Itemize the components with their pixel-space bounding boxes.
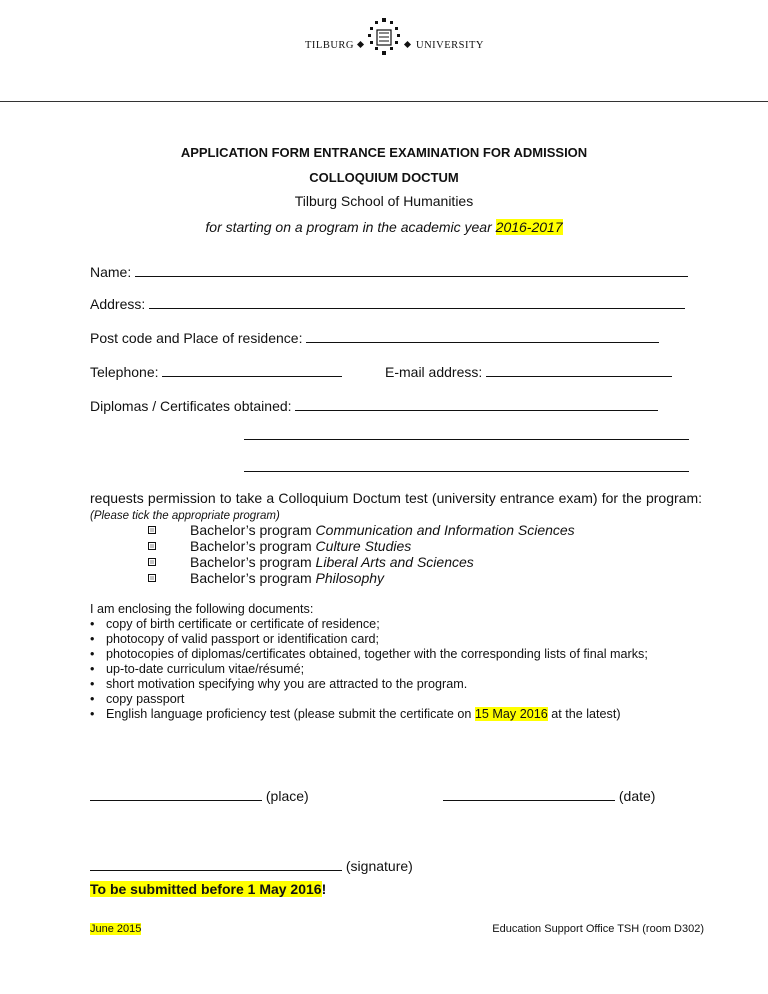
name-label: Name:: [90, 264, 132, 280]
checkbox-icon[interactable]: [148, 574, 156, 582]
program-prefix: Bachelor’s program: [190, 554, 312, 570]
academic-year-line: [0, 219, 768, 235]
bullet-icon: •: [90, 692, 95, 706]
bullet-icon: •: [90, 662, 95, 676]
document-item: • up-to-date curriculum vitae/résumé;: [90, 662, 305, 676]
academic-year: 2016-2017: [495, 219, 563, 235]
diplomas-field-row: [90, 396, 658, 414]
form-subtitle: COLLOQUIUM DOCTUM: [309, 170, 459, 185]
date-label: (date): [618, 788, 656, 804]
address-field-row: [90, 294, 685, 312]
checkbox-icon[interactable]: [148, 542, 156, 550]
bullet-icon: •: [90, 617, 95, 631]
program-prefix: Bachelor’s program: [190, 570, 312, 586]
bullet-icon: •: [90, 677, 95, 691]
postcode-field-row: [90, 328, 659, 346]
bullet-icon: •: [90, 707, 95, 721]
program-item[interactable]: [148, 522, 575, 538]
form-title: APPLICATION FORM ENTRANCE EXAMINATION FOR ADMISSION: [180, 145, 588, 160]
program-name: Liberal Arts and Sciences: [315, 554, 474, 570]
document-item: • short motivation specifying why you are attracted to the program.: [90, 677, 468, 691]
document-item: • photocopy of valid passport or identification card;: [90, 632, 380, 646]
bullet-icon: •: [90, 632, 95, 646]
program-item[interactable]: [148, 538, 575, 554]
postcode-label: Post code and Place of residence:: [90, 330, 303, 346]
checkbox-icon[interactable]: [148, 558, 156, 566]
address-label: Address:: [90, 296, 146, 312]
footer-date: June 2015: [90, 923, 142, 935]
program-name: Communication and Information Sciences: [315, 522, 575, 538]
request-paragraph: [90, 490, 702, 524]
bullet-icon: •: [90, 647, 95, 661]
signature-label: (signature): [345, 858, 413, 874]
date-field-row: [443, 786, 655, 804]
address-input-line[interactable]: [149, 294, 685, 309]
diplomas-extra-line-1[interactable]: [244, 439, 689, 440]
telephone-input-line[interactable]: [162, 362, 342, 377]
diplomas-extra-line-2[interactable]: [244, 471, 689, 472]
program-item[interactable]: [148, 554, 575, 570]
document-item: • copy of birth certificate or certificate of residence;: [90, 617, 380, 631]
documents-intro: I am enclosing the following documents:: [90, 602, 314, 616]
program-name: Culture Studies: [315, 538, 412, 554]
program-item[interactable]: [148, 570, 575, 586]
signature-field-row: [90, 856, 413, 874]
documents-section: [90, 602, 704, 722]
document-item: • copy passport: [90, 692, 185, 706]
request-hint: (Please tick the appropriate program): [90, 510, 280, 522]
name-input-line[interactable]: [135, 262, 688, 277]
postcode-input-line[interactable]: [306, 328, 659, 343]
place-label: (place): [265, 788, 309, 804]
email-field-row: [385, 362, 672, 380]
footer-office: Education Support Office TSH (room D302): [492, 923, 704, 935]
name-field-row: [90, 262, 688, 280]
academic-year-prefix: for starting on a program in the academic year: [205, 219, 496, 235]
logo-right-word: UNIVERSITY: [416, 40, 484, 51]
diplomas-label: Diplomas / Certificates obtained:: [90, 398, 292, 414]
school-name: Tilburg School of Humanities: [294, 193, 474, 209]
document-item-english: • English language proficiency test (please submit the certificate on 15 May 2016 at the latest): [90, 707, 621, 721]
program-prefix: Bachelor’s program: [190, 522, 312, 538]
telephone-field-row: [90, 362, 342, 380]
program-list: [148, 522, 575, 586]
program-name: Philosophy: [315, 570, 385, 586]
diplomas-input-line[interactable]: [295, 396, 658, 411]
date-input-line[interactable]: [443, 786, 615, 801]
document-item: • photocopies of diplomas/certificates obtained, together with the corresponding lists of final marks;: [90, 647, 648, 661]
deadline-text: To be submitted before 1 May 2016: [90, 881, 322, 897]
english-deadline-date: 15 May 2016: [474, 707, 548, 721]
header-rule: [0, 101, 768, 102]
logo-left-word: TILBURG: [305, 40, 354, 51]
university-logo: [0, 18, 768, 62]
email-input-line[interactable]: [486, 362, 672, 377]
crest-icon: [357, 18, 411, 62]
checkbox-icon[interactable]: [148, 526, 156, 534]
email-label: E-mail address:: [385, 364, 483, 380]
program-prefix: Bachelor’s program: [190, 538, 312, 554]
request-text: requests permission to take a Colloquium Doctum test (university entrance exam) for the program:: [90, 490, 702, 506]
place-field-row: [90, 786, 309, 804]
place-input-line[interactable]: [90, 786, 262, 801]
submission-deadline: To be submitted before 1 May 2016!: [90, 881, 327, 897]
telephone-label: Telephone:: [90, 364, 159, 380]
signature-input-line[interactable]: [90, 856, 342, 871]
